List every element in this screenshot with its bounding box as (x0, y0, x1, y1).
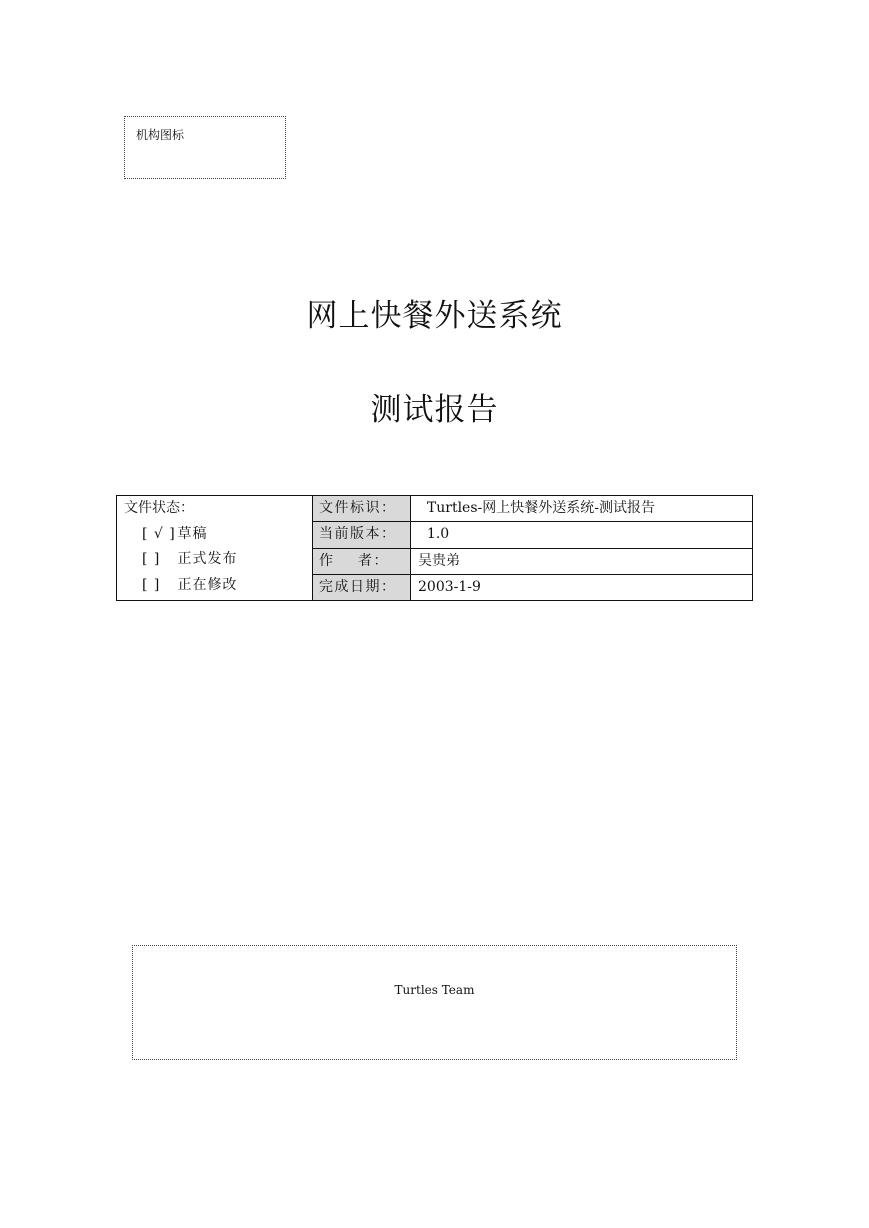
date-label: 完成日期： (313, 574, 411, 600)
doc-id-value (411, 496, 753, 522)
status-option-revising (124, 573, 312, 599)
author-value: 吴贵弟 (411, 548, 753, 574)
organization-logo-label: 机构图标 (136, 128, 185, 142)
organization-logo-box (124, 116, 286, 179)
doc-id-text: Turtles-网上快餐外送系统-测试报告 (426, 500, 655, 517)
status-checkbox-published: [ ] (142, 551, 161, 567)
author-label-part1: 作 (319, 552, 335, 569)
version-text: 1.0 (426, 526, 450, 543)
date-value: 2003-1-9 (411, 574, 753, 600)
table-row (117, 496, 753, 522)
document-title: 网上快餐外送系统 (306, 298, 563, 334)
doc-id-label: 文件标识： (313, 496, 411, 522)
version-value (411, 522, 753, 548)
document-info-table (116, 495, 753, 601)
document-subtitle: 测试报告 (370, 392, 499, 428)
status-option-label: 正式发布 (177, 551, 238, 567)
team-name: Turtles Team (394, 983, 475, 997)
status-option-published (124, 547, 312, 573)
status-checkbox-draft: [ √ ] (142, 525, 176, 542)
document-status-cell (117, 496, 313, 601)
version-label: 当前版本： (313, 522, 411, 548)
team-footer-box (132, 945, 737, 1060)
author-label-part2: 者： (358, 552, 389, 569)
status-option-label: 草稿 (177, 525, 208, 542)
document-status-label: 文件状态： (124, 500, 194, 516)
author-label (313, 548, 411, 574)
status-option-draft (124, 522, 312, 548)
status-checkbox-revising: [ ] (142, 576, 161, 593)
status-option-label: 正在修改 (177, 576, 238, 593)
